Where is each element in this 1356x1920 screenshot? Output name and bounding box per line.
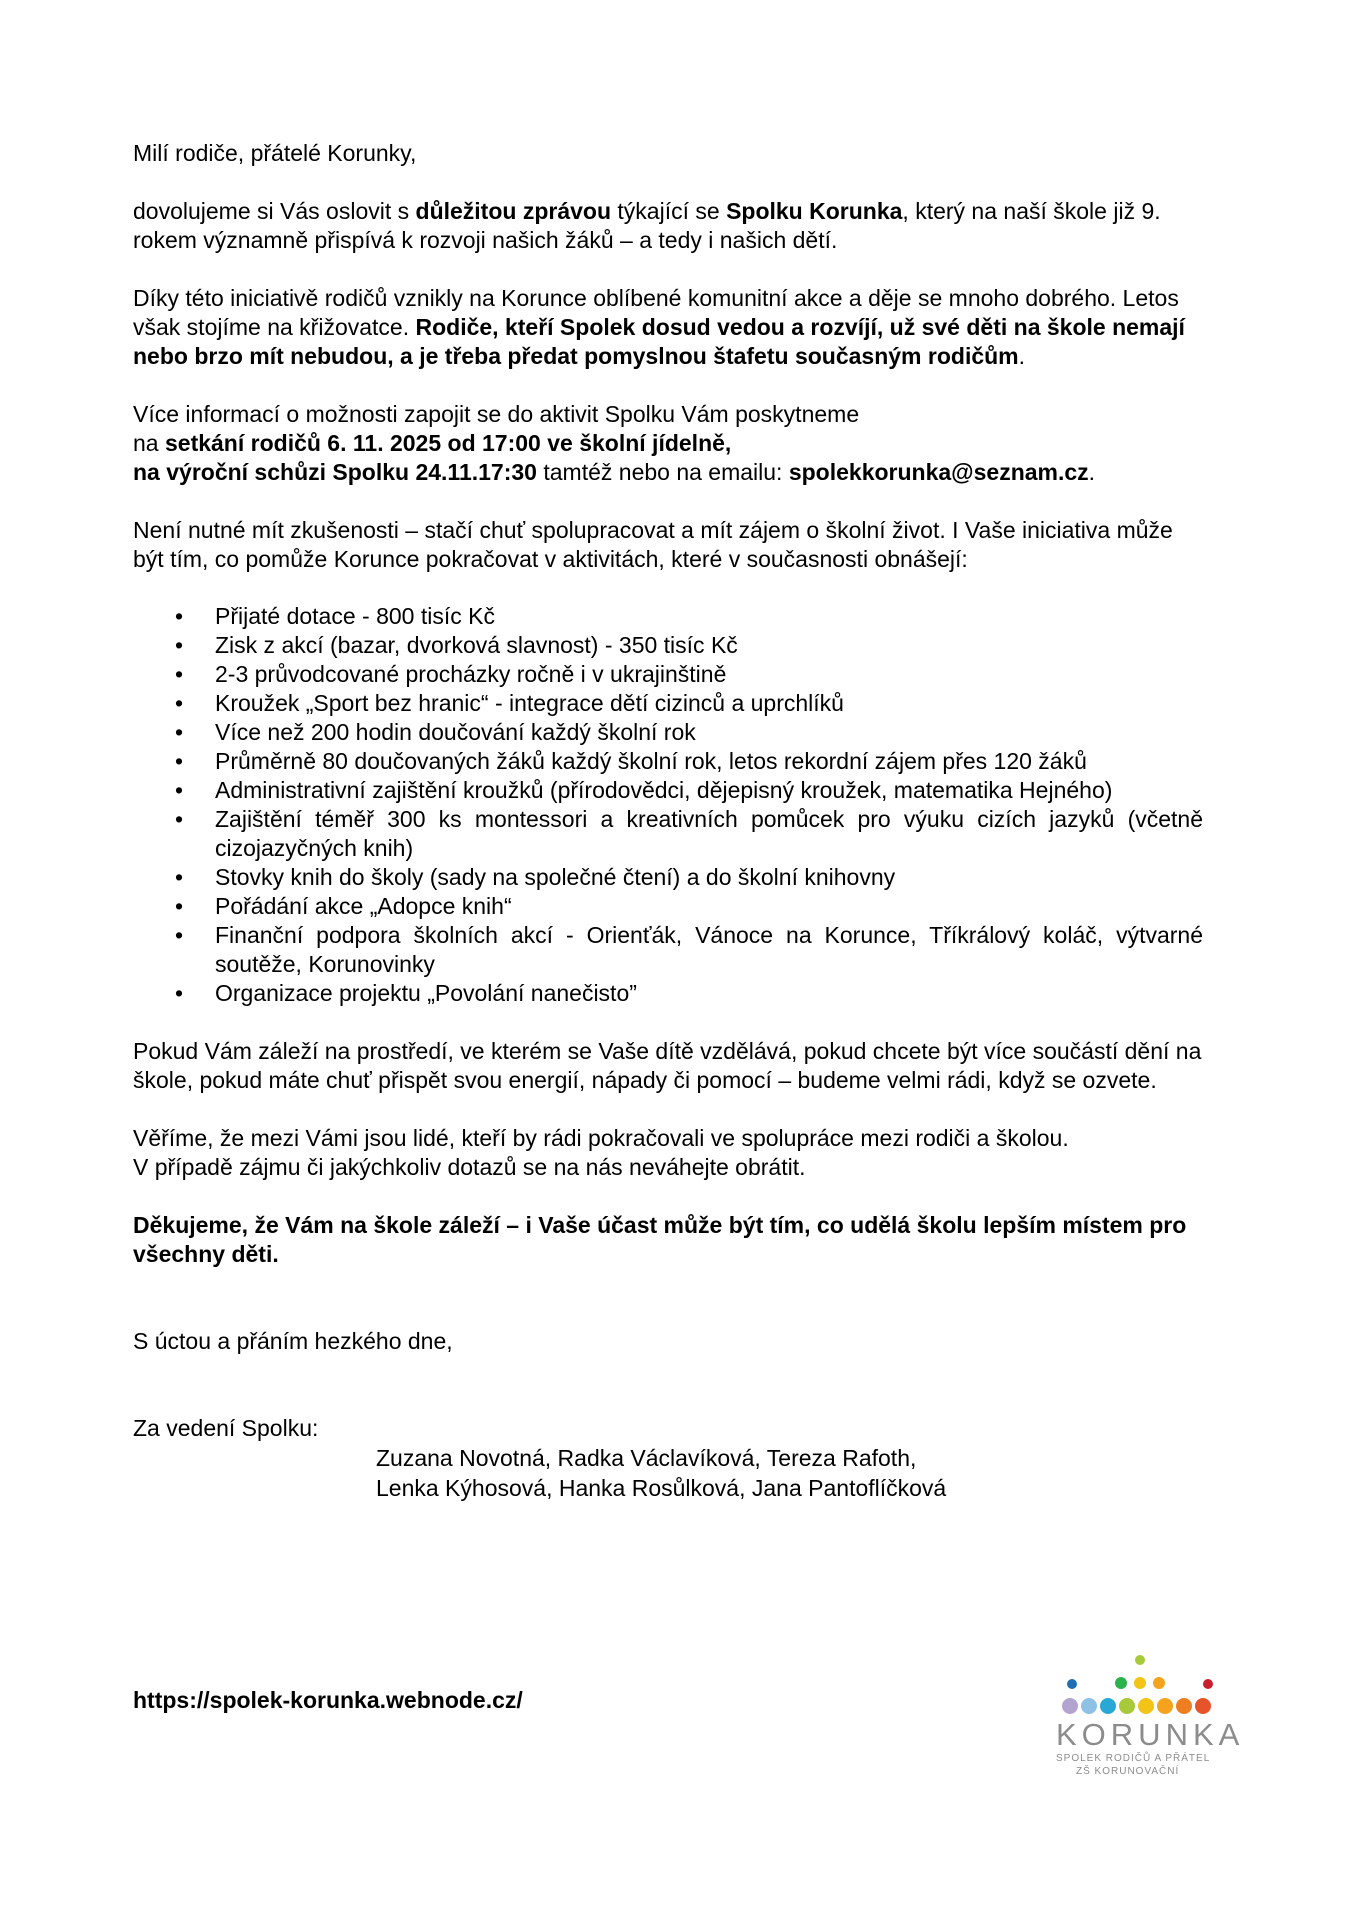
thanks-text: Děkujeme, že Vám na škole záleží – i Vaše účast může být tím, co udělá školu lepším místem pro všechny děti.	[133, 1212, 1187, 1267]
intro-text-2: týkající se	[611, 198, 727, 224]
list-item: • Organizace projektu „Povolání nanečisto”	[133, 979, 1203, 1008]
crossroads-period: .	[1018, 343, 1026, 369]
no-experience-paragraph: Není nutné mít zkušenosti – stačí chuť spolupracovat a mít zájem o školní život. I Vaše iniciativa může být tím, co pomůže Korunce pokračovat v aktivitách, které v současnosti obnášejí:	[133, 517, 1173, 572]
activities-list	[133, 602, 1203, 1008]
annual-meeting-date: na výroční schůzi Spolku 24.11.17:30	[133, 459, 537, 485]
logo-dot	[1195, 1698, 1211, 1714]
korunka-logo	[1050, 1650, 1245, 1790]
intro-paragraph	[133, 197, 1203, 255]
meeting-info-line-1: Více informací o možnosti zapojit se do aktivit Spolku Vám poskytneme	[133, 401, 860, 427]
signature-line: Lenka Kýhosová, Hanka Rosůlková, Jana Pantoflíčková	[376, 1475, 947, 1501]
letter-body	[133, 139, 1203, 1503]
environment-paragraph: Pokud Vám záleží na prostředí, ve kterém se Vaše dítě vzdělává, pokud chcete být více součástí dění na škole, pokud máte chuť přispět svou energií, nápady či pomocí – budeme velmi rádi, když se ozvete.	[133, 1038, 1202, 1093]
contact-email: spolekkorunka@seznam.cz	[788, 459, 1089, 485]
logo-dot	[1134, 1677, 1146, 1689]
cooperation-line-2: V případě zájmu či jakýchkoliv dotazů se na nás neváhejte obrátit.	[133, 1154, 806, 1180]
parents-meeting-date: setkání rodičů 6. 11. 2025 od 17:00 ve školní jídelně,	[164, 430, 732, 456]
logo-dot	[1081, 1698, 1097, 1714]
logo-dot	[1115, 1677, 1127, 1689]
signature-line: Zuzana Novotná, Radka Václavíková, Tereza Rafoth,	[376, 1445, 917, 1471]
meeting-info-paragraph	[133, 400, 1203, 487]
intro-text-3: , který na naší škole již 9. rokem významně přispívá k rozvoji našich žáků – a tedy i našich dětí.	[133, 198, 1161, 253]
logo-dot	[1176, 1698, 1192, 1714]
crossroads-bold: Rodiče, kteří Spolek dosud vedou a rozvíjí, už své děti na škole nemají nebo brzo mít nebudou, a je třeba předat pomyslnou štafetu současným rodičům	[133, 314, 1185, 369]
logo-dot	[1119, 1698, 1135, 1714]
meeting-info-email-text: tamtéž nebo na emailu:	[536, 459, 789, 485]
list-item: • Zajištění téměř 300 ks montessori a kreativních pomůcek pro výuku cizích jazyků (včetně cizojazyčných knih)	[133, 805, 1203, 863]
logo-dot	[1062, 1698, 1078, 1714]
logo-dot	[1100, 1698, 1116, 1714]
thanks-paragraph	[133, 1211, 1203, 1269]
greeting: Milí rodiče, přátelé Korunky,	[133, 140, 417, 166]
meeting-info-on: na	[133, 430, 165, 456]
list-item: • Finanční podpora školních akcí - Orienťák, Vánoce na Korunce, Tříkrálový koláč, výtvarné soutěže, Korunovinky	[133, 921, 1203, 979]
list-item: • Průměrně 80 doučovaných žáků každý školní rok, letos rekordní zájem přes 120 žáků	[133, 747, 1203, 776]
logo-subtitle-1: SPOLEK RODIČŮ A PŘÁTEL	[1056, 1753, 1211, 1764]
cooperation-line-1: Věříme, že mezi Vámi jsou lidé, kteří by rádi pokračovali ve spolupráce mezi rodiči a školou.	[133, 1125, 1069, 1151]
signoff-label: Za vedení Spolku:	[133, 1415, 319, 1441]
crossroads-paragraph	[133, 284, 1203, 371]
list-item: • Administrativní zajištění kroužků (přírodovědci, dějepisný kroužek, matematika Hejného)	[133, 776, 1203, 805]
signatures	[376, 1443, 1203, 1503]
logo-subtitle-2: ZŠ KORUNOVAČNÍ	[1076, 1766, 1180, 1777]
logo-dot	[1157, 1698, 1173, 1714]
crown-dots-icon	[1050, 1650, 1220, 1720]
crossroads-text: Díky této iniciativě rodičů vznikly na Korunce oblíbené komunitní akce a děje se mnoho dobrého. Letos však stojíme na křižovatce.	[133, 285, 1179, 340]
list-item: • Kroužek „Sport bez hranic“ - integrace dětí cizinců a uprchlíků	[133, 689, 1203, 718]
website-link[interactable]: https://spolek-korunka.webnode.cz/	[133, 1687, 523, 1713]
intro-bold-spolek-korunka: Spolku Korunka	[726, 198, 903, 224]
logo-wordmark: KORUNKA	[1056, 1717, 1245, 1752]
list-item: • Přijaté dotace - 800 tisíc Kč	[133, 602, 1203, 631]
meeting-info-period: .	[1088, 459, 1096, 485]
logo-dot	[1067, 1679, 1077, 1689]
logo-dot	[1153, 1677, 1165, 1689]
intro-bold-important-message: důležitou zprávou	[415, 198, 612, 224]
cooperation-paragraph	[133, 1124, 1203, 1182]
logo-dot	[1135, 1655, 1145, 1665]
list-item: • Stovky knih do školy (sady na společné čtení) a do školní knihovny	[133, 863, 1203, 892]
logo-dot	[1138, 1698, 1154, 1714]
list-item: • Pořádání akce „Adopce knih“	[133, 892, 1203, 921]
list-item: • Zisk z akcí (bazar, dvorková slavnost) - 350 tisíc Kč	[133, 631, 1203, 660]
list-item: • 2-3 průvodcované procházky ročně i v ukrajinštině	[133, 660, 1203, 689]
list-item: • Více než 200 hodin doučování každý školní rok	[133, 718, 1203, 747]
intro-text-1: dovolujeme si Vás oslovit s	[133, 198, 416, 224]
logo-dot	[1203, 1679, 1213, 1689]
closing-line: S úctou a přáním hezkého dne,	[133, 1328, 453, 1354]
